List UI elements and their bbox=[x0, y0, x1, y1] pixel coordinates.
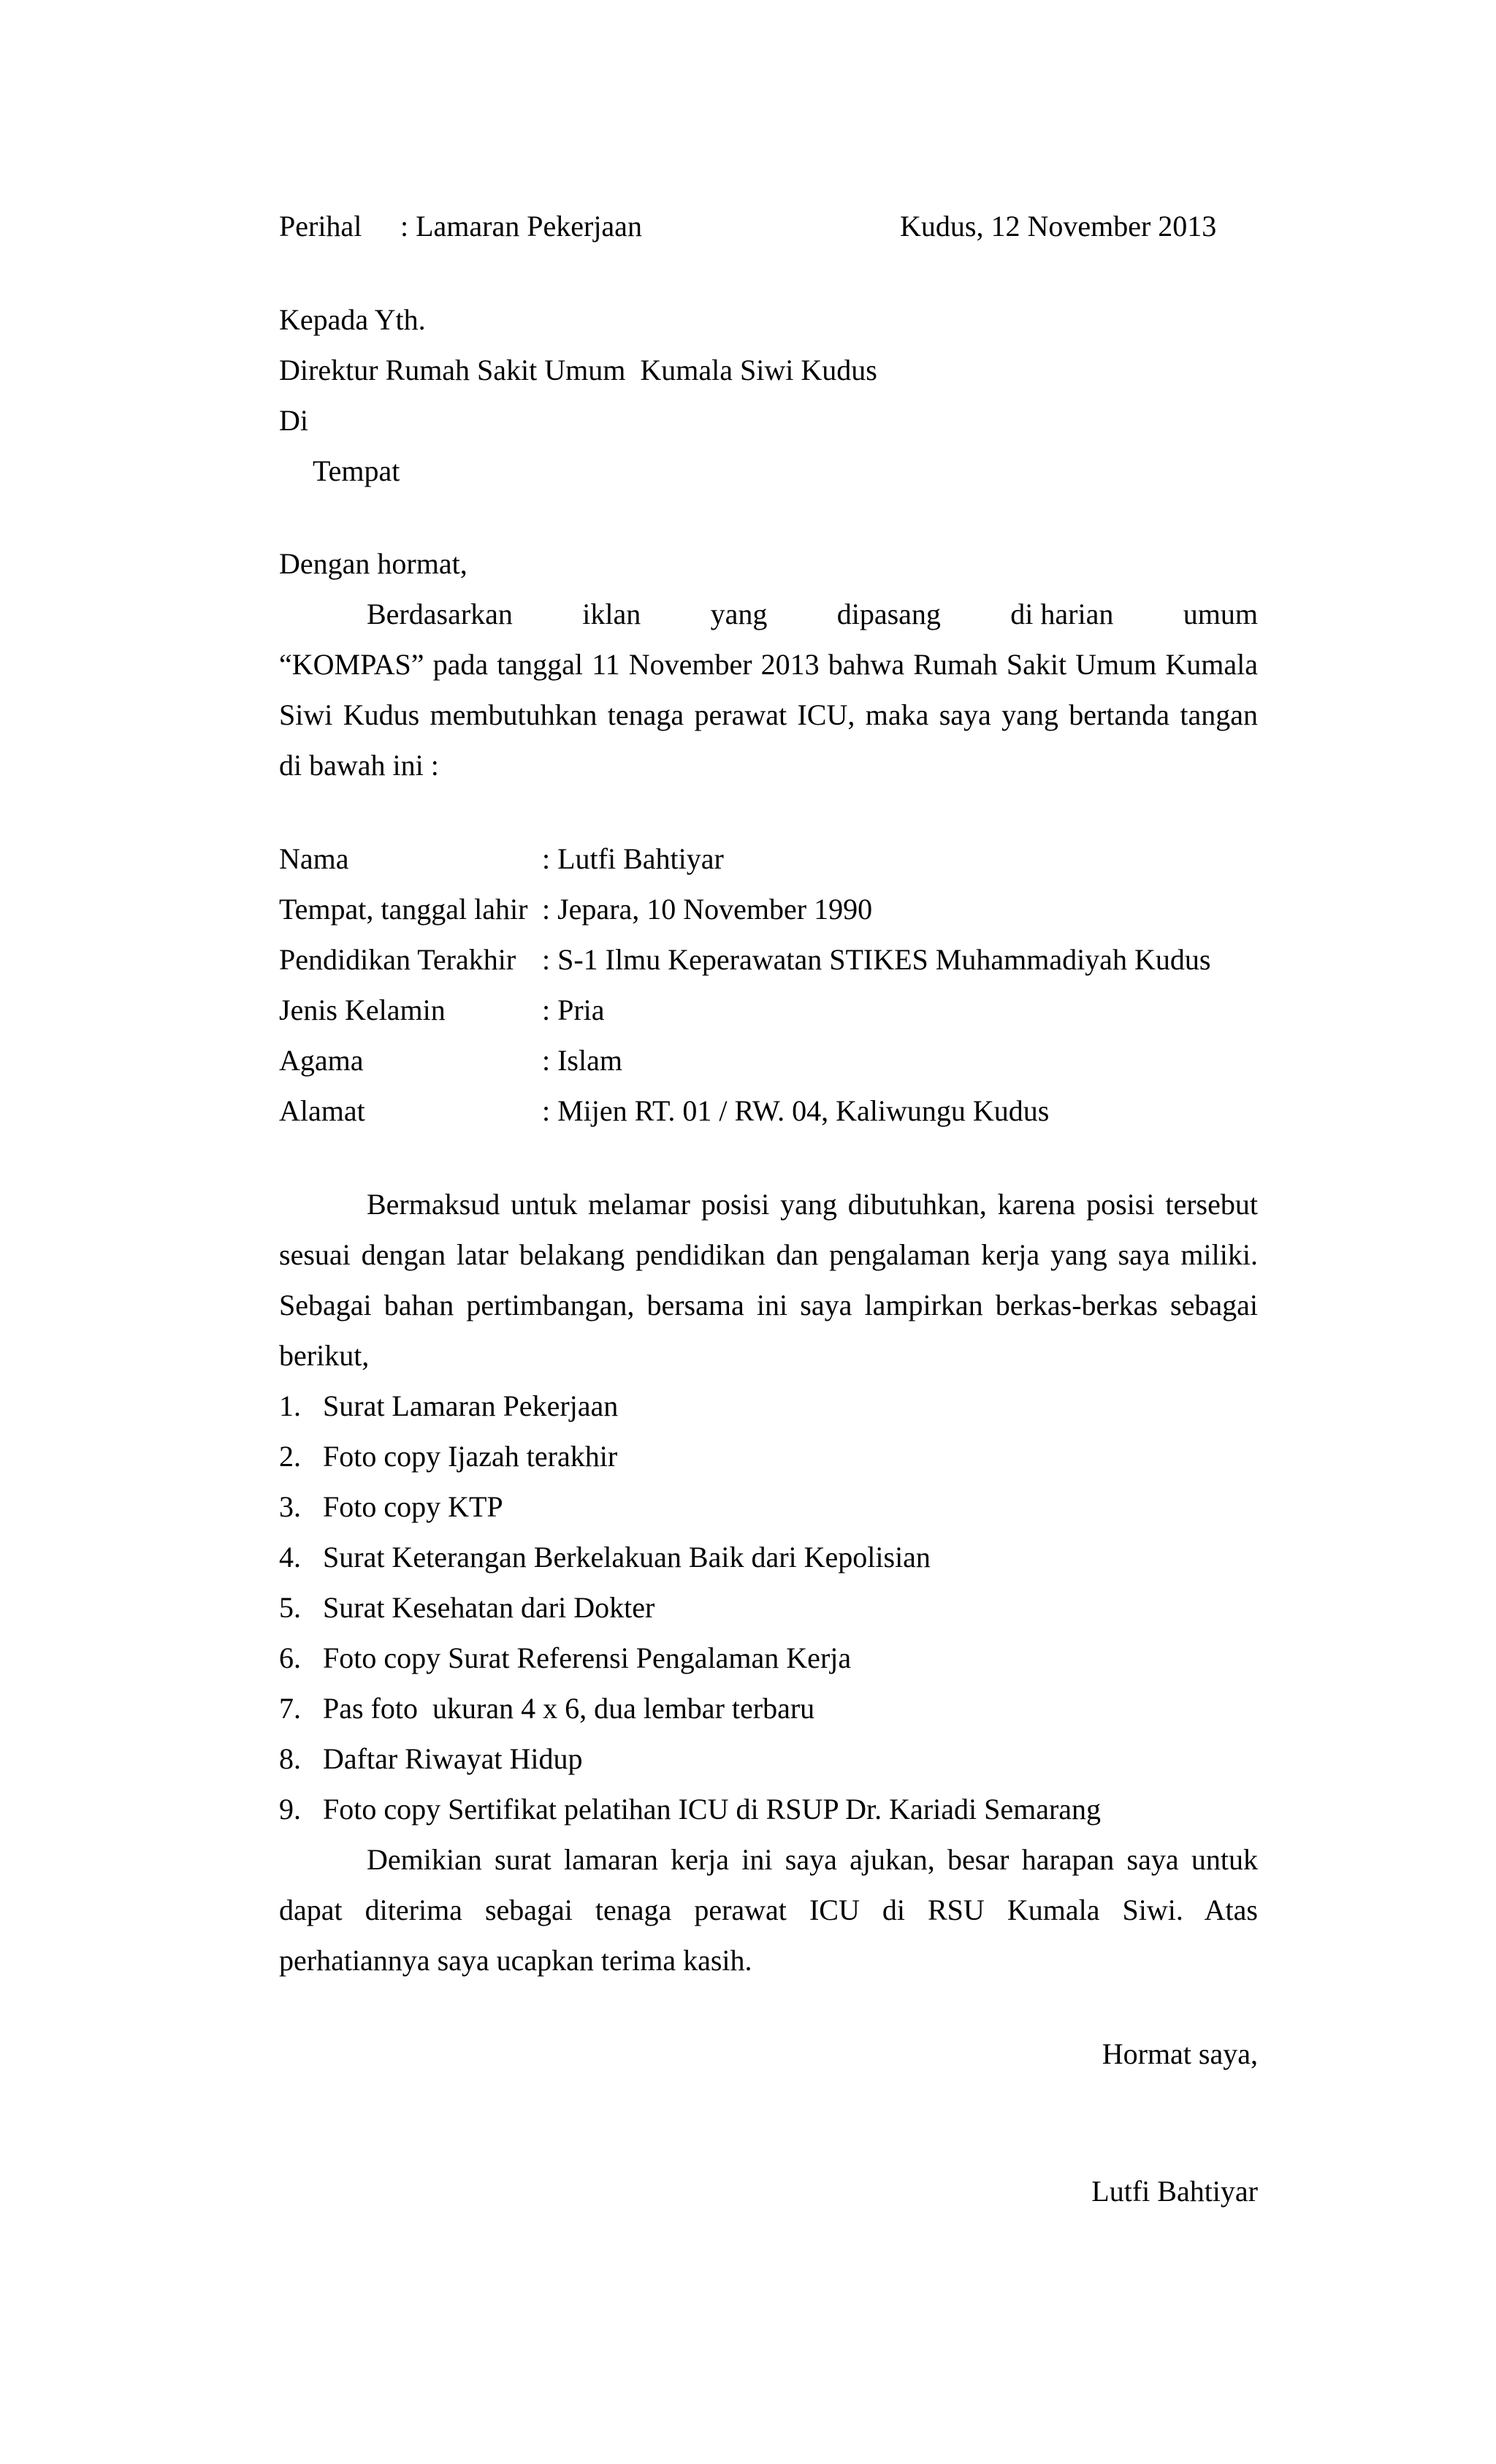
list-item-number: 8. bbox=[279, 1742, 301, 1775]
signature-salutation: Hormat saya, bbox=[1102, 2037, 1258, 2070]
closing-line-3: perhatiannya saya ucapkan terima kasih. bbox=[279, 1944, 752, 1977]
identity-label-birth: Tempat, tanggal lahir bbox=[279, 893, 528, 926]
closing-line-2: dapat diterima sebagai tenaga perawat ICU di RSU Kumala Siwi. Atas bbox=[279, 1893, 1258, 1926]
identity-label-religion: Agama bbox=[279, 1044, 364, 1077]
identity-label-address: Alamat bbox=[279, 1094, 365, 1127]
greeting: Dengan hormat, bbox=[279, 547, 468, 580]
intro-word: dipasang bbox=[836, 598, 941, 630]
closing-line-1: Demikian surat lamaran kerja ini saya ajukan, besar harapan saya untuk bbox=[367, 1843, 1258, 1876]
list-item: Surat Keterangan Berkelakuan Baik dari Kepolisian bbox=[323, 1541, 931, 1574]
list-item-number: 1. bbox=[279, 1389, 301, 1422]
subject-label: Perihal bbox=[279, 210, 362, 243]
place-date: Kudus, 12 November 2013 bbox=[900, 210, 1217, 243]
list-item: Surat Kesehatan dari Dokter bbox=[323, 1591, 655, 1624]
intro-word: umum bbox=[1183, 598, 1258, 630]
list-item: Surat Lamaran Pekerjaan bbox=[323, 1389, 619, 1422]
list-item: Foto copy Sertifikat pelatihan ICU di RSUP Dr. Kariadi Semarang bbox=[323, 1793, 1102, 1826]
recipient-line-2: Direktur Rumah Sakit Umum Kumala Siwi Kudus bbox=[279, 354, 877, 386]
body-line-4: berikut, bbox=[279, 1339, 370, 1372]
intro-word: di harian bbox=[1010, 598, 1114, 630]
identity-value-address: : Mijen RT. 01 / RW. 04, Kaliwungu Kudus bbox=[542, 1094, 1050, 1127]
identity-label-gender: Jenis Kelamin bbox=[279, 993, 446, 1026]
identity-value-name: : Lutfi Bahtiyar bbox=[542, 842, 724, 875]
list-item-number: 7. bbox=[279, 1692, 301, 1725]
intro-line-2: “KOMPAS” pada tanggal 11 November 2013 bahwa Rumah Sakit Umum Kumala bbox=[279, 648, 1258, 681]
intro-line-3: Siwi Kudus membutuhkan tenaga perawat ICU, maka saya yang bertanda tangan bbox=[279, 698, 1258, 731]
identity-value-gender: : Pria bbox=[542, 993, 605, 1026]
recipient-line-4: Tempat bbox=[313, 454, 400, 487]
identity-value-education: : S-1 Ilmu Keperawatan STIKES Muhammadiyah Kudus bbox=[542, 943, 1211, 976]
intro-word: yang bbox=[710, 598, 768, 630]
body-line-2: sesuai dengan latar belakang pendidikan dan pengalaman kerja yang saya miliki. bbox=[279, 1238, 1258, 1271]
list-item: Daftar Riwayat Hidup bbox=[323, 1742, 583, 1775]
intro-word: Berdasarkan bbox=[367, 598, 513, 630]
list-item-number: 2. bbox=[279, 1440, 301, 1473]
list-item-number: 9. bbox=[279, 1793, 301, 1826]
body-line-3: Sebagai bahan pertimbangan, bersama ini saya lampirkan berkas-berkas sebagai bbox=[279, 1289, 1258, 1321]
list-item-number: 3. bbox=[279, 1490, 301, 1523]
intro-word: iklan bbox=[582, 598, 641, 630]
identity-label-name: Nama bbox=[279, 842, 349, 875]
intro-line-1 bbox=[367, 597, 1258, 632]
list-item: Foto copy Surat Referensi Pengalaman Kerja bbox=[323, 1641, 852, 1674]
identity-value-religion: : Islam bbox=[542, 1044, 622, 1077]
list-item: Foto copy Ijazah terakhir bbox=[323, 1440, 618, 1473]
list-item-number: 5. bbox=[279, 1591, 301, 1624]
signature-name: Lutfi Bahtiyar bbox=[1091, 2175, 1258, 2208]
list-item: Pas foto ukuran 4 x 6, dua lembar terbaru bbox=[323, 1692, 815, 1725]
recipient-line-3: Di bbox=[279, 404, 308, 437]
identity-value-birth: : Jepara, 10 November 1990 bbox=[542, 893, 873, 926]
list-item-number: 4. bbox=[279, 1541, 301, 1574]
subject-value: : Lamaran Pekerjaan bbox=[400, 210, 642, 243]
list-item: Foto copy KTP bbox=[323, 1490, 503, 1523]
body-line-1: Bermaksud untuk melamar posisi yang dibutuhkan, karena posisi tersebut bbox=[367, 1188, 1258, 1221]
identity-label-education: Pendidikan Terakhir bbox=[279, 943, 516, 976]
recipient-line-1: Kepada Yth. bbox=[279, 303, 426, 336]
intro-line-4: di bawah ini : bbox=[279, 749, 439, 782]
list-item-number: 6. bbox=[279, 1641, 301, 1674]
